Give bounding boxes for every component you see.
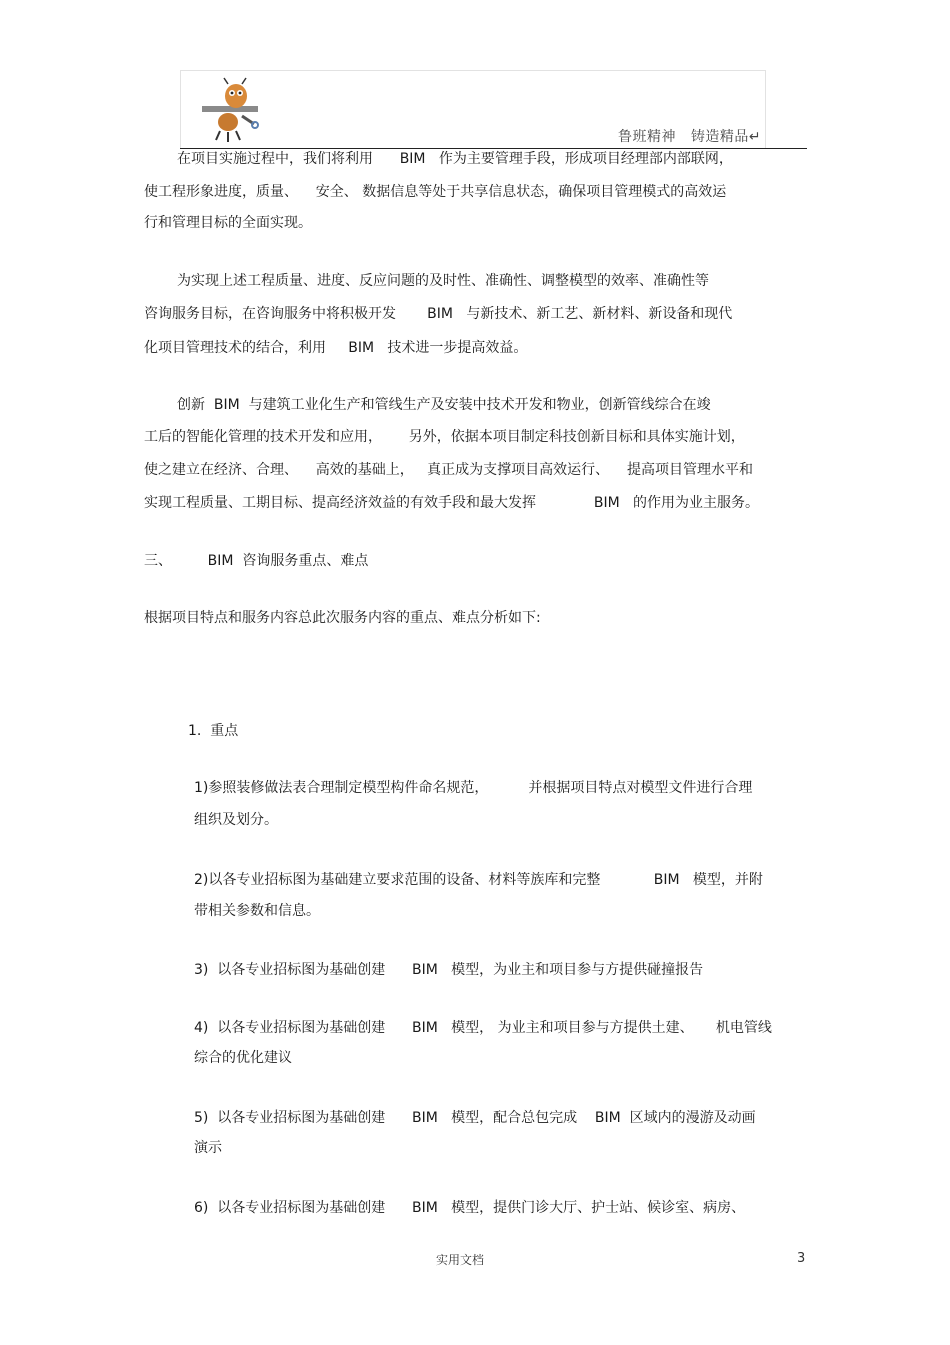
list-item: 5) 以各专业招标图为基础创建 BIM 模型，配合总包完成 BIM 区域内的漫游及动画 (194, 1110, 756, 1126)
section-heading: 三、 BIM 咨询服务重点、难点 (144, 553, 369, 569)
ant-mascot-logo (198, 76, 262, 144)
list-item: 4) 以各专业招标图为基础创建 BIM 模型， 为业主和项目参与方提供土建、 机电管线 (194, 1020, 772, 1036)
paragraph-1-line: 在项目实施过程中，我们将利用 BIM 作为主要管理手段，形成项目经理部内部联网， (177, 151, 733, 167)
list-item: 3) 以各专业招标图为基础创建 BIM 模型，为业主和项目参与方提供碰撞报告 (194, 962, 704, 978)
paragraph-1-line: 行和管理目标的全面实现。 (144, 215, 312, 231)
list-item: 2)以各专业招标图为基础建立要求范围的设备、材料等族库和完整 BIM 模型，并附 (194, 872, 763, 888)
paragraph-2-line: 为实现上述工程质量、进度、反应问题的及时性、准确性、调整模型的效率、准确性等 (177, 273, 709, 289)
header-divider (180, 148, 807, 149)
paragraph-3-line: 工后的智能化管理的技术开发和应用， 另外，依据本项目制定科技创新目标和具体实施计划， (144, 429, 745, 445)
page-number: 3 (797, 1251, 806, 1266)
paragraph-3-line: 使之建立在经济、合理、 高效的基础上， 真正成为支撑项目高效运行、 提高项目管理水平和 (144, 462, 753, 478)
list-item-continuation: 带相关参数和信息。 (194, 903, 320, 919)
footer-label: 实用文档 (436, 1253, 485, 1267)
section-intro: 根据项目特点和服务内容总此次服务内容的重点、难点分析如下: (144, 610, 541, 626)
paragraph-3-line: 实现工程质量、工期目标、提高经济效益的有效手段和最大发挥 BIM 的作用为业主服务。 (144, 495, 760, 511)
list-item-continuation: 组织及划分。 (194, 812, 278, 828)
paragraph-1-line: 使工程形象进度，质量、 安全、 数据信息等处于共享信息状态，确保项目管理模式的高效运 (144, 184, 727, 200)
list-item-continuation: 演示 (194, 1140, 222, 1156)
list-item: 1)参照装修做法表合理制定模型构件命名规范， 并根据项目特点对模型文件进行合理 (194, 780, 753, 796)
paragraph-2-line: 化项目管理技术的结合，利用 BIM 技术进一步提高效益。 (144, 340, 528, 356)
paragraph-2-line: 咨询服务目标，在咨询服务中将积极开发 BIM 与新技术、新工艺、新材料、新设备和现代 (144, 306, 733, 322)
list-item: 6) 以各专业招标图为基础创建 BIM 模型，提供门诊大厅、护士站、候诊室、病房、 (194, 1200, 746, 1216)
header-motto: 鲁班精神 铸造精品↵ (618, 129, 762, 145)
list-item-continuation: 综合的优化建议 (194, 1050, 292, 1066)
list-title: 1. 重点 (188, 723, 239, 739)
paragraph-3-line: 创新 BIM 与建筑工业化生产和管线生产及安装中技术开发和物业，创新管线综合在竣 (177, 397, 711, 413)
